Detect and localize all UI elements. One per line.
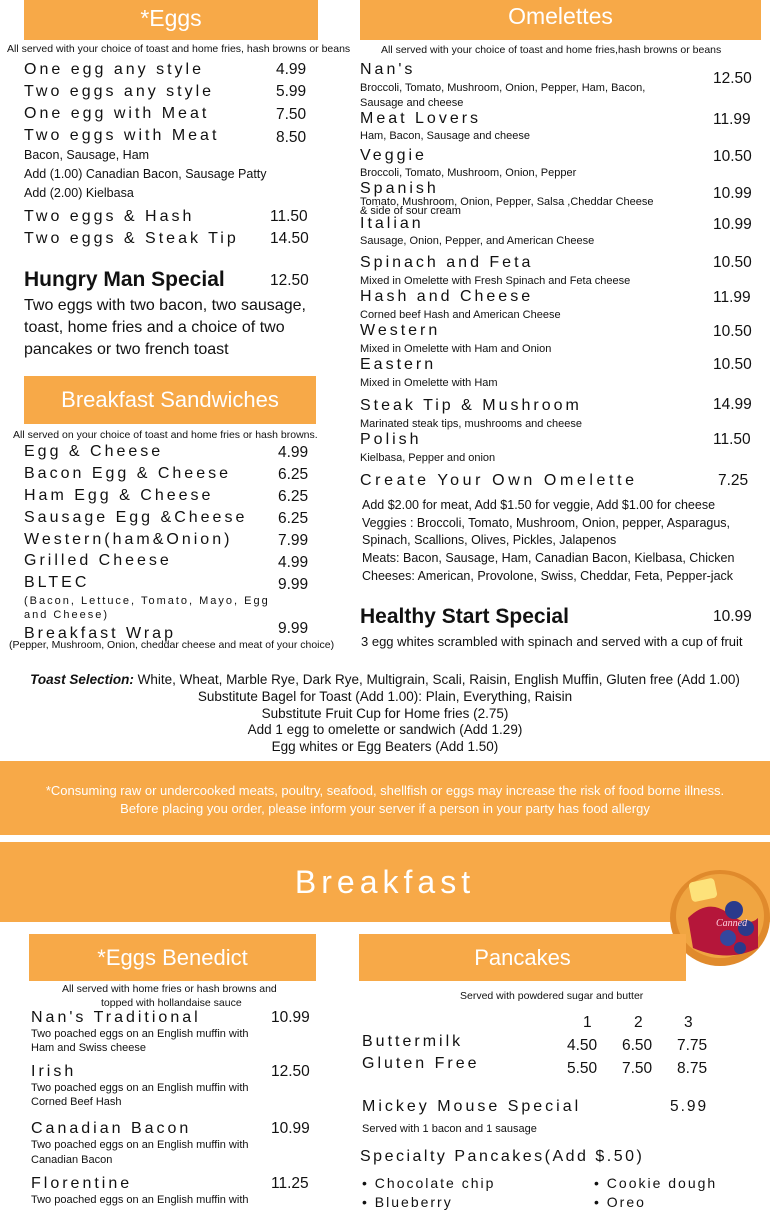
omelette-price-5: 10.99 — [713, 216, 752, 233]
breakfast-wrap-desc: (Pepper, Mushroom, Onion, cheddar cheese and meat of your choice) — [9, 639, 335, 651]
specialty-item-4-label: Oreo — [606, 1194, 646, 1210]
breakfast-banner — [0, 842, 770, 922]
benedict-desc-1b: Ham and Swiss cheese — [31, 1042, 146, 1054]
omelette-item-10: Steak Tip & Mushroom — [360, 397, 582, 414]
specialty-item-3-label: Cookie dough — [606, 1175, 718, 1191]
benedict-title: *Eggs Benedict — [97, 945, 248, 970]
hungry-man-description: Two eggs with two bacon, two sausage, toast, home fries and a choice of two pancakes or two french toast — [24, 297, 306, 358]
pancakes-header — [359, 934, 686, 981]
benedict-desc-2b: Corned Beef Hash — [31, 1096, 122, 1108]
create-own-omelette-name: Create Your Own Omelette — [360, 472, 638, 489]
eggs-header — [24, 0, 318, 40]
specialty-pancakes-title: Specialty Pancakes(Add $.50) — [360, 1148, 645, 1165]
eggs-subtitle: All served with your choice of toast and home fries, hash browns or beans — [7, 43, 351, 55]
pancake-row-2-price-3: 8.75 — [677, 1060, 708, 1077]
toast-selection-label: Toast Selection: — [30, 672, 134, 687]
omelette-desc-10: Marinated steak tips, mushrooms and cheese — [360, 418, 582, 430]
eggs-addon-1: Add (1.00) Canadian Bacon, Sausage Patty — [24, 167, 267, 181]
specialty-item-2 — [362, 1194, 453, 1210]
sandwich-price-3: 6.25 — [278, 488, 309, 505]
pancake-row-1-price-3: 7.75 — [677, 1037, 708, 1054]
omelette-price-8: 10.50 — [713, 323, 752, 340]
pancake-col-3: 3 — [684, 1014, 693, 1031]
pancake-row-2-name: Gluten Free — [362, 1055, 480, 1072]
hungry-man-price: 12.50 — [270, 272, 309, 289]
pancake-col-1: 1 — [583, 1014, 592, 1031]
omelette-item-5: Italian — [360, 215, 424, 232]
create-line-2: Veggies : Broccoli, Tomato, Mushroom, Onion, pepper, Asparagus, — [362, 516, 731, 530]
omelettes-title: Omelettes — [508, 3, 613, 29]
allergy-notice-line-1: *Consuming raw or undercooked meats, poultry, seafood, shellfish or eggs may increase the risk of food borne illness. — [45, 783, 725, 798]
omelette-price-4: 10.99 — [713, 185, 752, 202]
omelette-desc-4: Tomato, Mushroom, Onion, Pepper, Salsa ,Cheddar Cheese — [360, 196, 654, 208]
omelette-desc-2: Ham, Bacon, Sausage and cheese — [360, 130, 531, 142]
sandwich-price-6: 4.99 — [278, 554, 309, 571]
mickey-mouse-special-price: 5.99 — [670, 1098, 709, 1115]
omelette-item-3: Veggie — [360, 147, 427, 164]
toast-selection-options: White, Wheat, Marble Rye, Dark Rye, Multigrain, Scali, Raisin, English Muffin, Gluten free (Add 1.00) — [133, 672, 740, 687]
create-line-1: Add $2.00 for meat, Add $1.50 for veggie, Add $1.00 for cheese — [362, 498, 716, 512]
sandwiches-title: Breakfast Sandwiches — [61, 387, 279, 412]
eggs-item-5: Two eggs & Hash — [24, 208, 195, 225]
sandwich-price-5: 7.99 — [278, 532, 309, 549]
eggs-item-6: Two eggs & Steak Tip — [24, 230, 239, 247]
eggs-item-4: Two eggs with Meat — [24, 127, 220, 144]
healthy-start-price: 10.99 — [713, 608, 752, 625]
omelette-desc-4b: & side of sour cream — [360, 205, 461, 217]
specialty-item-4 — [594, 1194, 646, 1210]
benedict-item-3: Canadian Bacon — [31, 1120, 192, 1137]
create-line-5: Cheeses: American, Provolone, Swiss, Cheddar, Feta, Pepper-jack — [362, 569, 734, 583]
omelettes-header — [360, 0, 761, 40]
eggs-price-5: 11.50 — [270, 208, 308, 225]
sandwich-price-4: 6.25 — [278, 510, 309, 527]
blueberry-1 — [725, 901, 743, 919]
pancake-row-2-price-1: 5.50 — [567, 1060, 598, 1077]
omelette-desc-9: Mixed in Omelette with Ham — [360, 377, 498, 389]
bullet-icon: • — [594, 1175, 601, 1191]
pancake-row-1-price-1: 4.50 — [567, 1037, 598, 1054]
healthy-start-title: Healthy Start Special — [360, 605, 569, 628]
benedict-desc-4: Two poached eggs on an English muffin with — [31, 1194, 249, 1206]
sandwiches-subtitle: All served on your choice of toast and home fries or hash browns. — [13, 429, 318, 441]
omelette-desc-8: Mixed in Omelette with Ham and Onion — [360, 343, 552, 355]
omelette-price-2: 11.99 — [713, 111, 751, 128]
mickey-mouse-special-desc: Served with 1 bacon and 1 sausage — [362, 1123, 537, 1135]
benedict-desc-1: Two poached eggs on an English muffin with — [31, 1028, 249, 1040]
create-line-3: Spinach, Scallions, Olives, Pickles, Jalapenos — [362, 533, 617, 547]
eggs-price-3: 7.50 — [276, 106, 307, 123]
benedict-item-1: Nan's Traditional — [31, 1009, 201, 1026]
sandwich-item-2: Bacon Egg & Cheese — [24, 465, 231, 482]
sandwich-item-3: Ham Egg & Cheese — [24, 487, 214, 504]
omelette-item-9: Eastern — [360, 356, 437, 373]
sandwich-price-2: 6.25 — [278, 466, 309, 483]
benedict-desc-2: Two poached eggs on an English muffin with — [31, 1082, 249, 1094]
bullet-icon: • — [362, 1194, 369, 1210]
pancake-row-2-price-2: 7.50 — [622, 1060, 653, 1077]
pancake-col-2: 2 — [634, 1014, 643, 1031]
omelette-desc-5: Sausage, Onion, Pepper, and American Cheese — [360, 235, 595, 247]
omelette-price-10: 14.99 — [713, 396, 752, 413]
omelette-price-6: 10.50 — [713, 254, 752, 271]
healthy-start-description: 3 egg whites scrambled with spinach and served with a cup of fruit — [361, 634, 743, 649]
eggs-item-1: One egg any style — [24, 61, 204, 78]
sandwich-price-1: 4.99 — [278, 444, 309, 461]
specialty-item-2-label: Blueberry — [374, 1194, 453, 1210]
specialty-item-3 — [594, 1175, 717, 1191]
omelette-item-7: Hash and Cheese — [360, 288, 534, 305]
omelette-item-4: Spanish — [360, 180, 439, 197]
eggs-price-4: 8.50 — [276, 129, 307, 146]
pancake-row-1-price-2: 6.50 — [622, 1037, 653, 1054]
sandwich-item-1: Egg & Cheese — [24, 443, 164, 460]
omelette-price-9: 10.50 — [713, 356, 752, 373]
blueberry-4 — [734, 942, 746, 954]
sandwiches-header — [24, 376, 316, 424]
eggs-item-3: One egg with Meat — [24, 105, 210, 122]
pancake-row-1-name: Buttermilk — [362, 1033, 464, 1050]
hungry-man-title: Hungry Man Special — [24, 268, 225, 291]
omelette-price-3: 10.50 — [713, 148, 752, 165]
sandwich-item-6: Grilled Cheese — [24, 552, 172, 569]
sandwich-item-5: Western(ham&Onion) — [24, 531, 233, 548]
omelette-price-1: 12.50 — [713, 70, 752, 87]
breakfast-banner-title: Breakfast — [294, 864, 476, 900]
eggs-price-1: 4.99 — [276, 61, 307, 78]
bullet-icon: • — [594, 1194, 601, 1210]
bullet-icon: • — [362, 1175, 369, 1191]
eggs-item-2: Two eggs any style — [24, 83, 215, 100]
omelette-price-11: 11.50 — [713, 431, 751, 448]
specialty-item-1-label: Chocolate chip — [374, 1175, 496, 1191]
bltec-desc-2: and Cheese) — [24, 609, 109, 621]
omelette-item-11: Polish — [360, 431, 422, 448]
mickey-mouse-special-name: Mickey Mouse Special — [362, 1098, 582, 1115]
breakfast-wrap-name: Breakfast Wrap — [24, 625, 176, 642]
blueberry-3 — [720, 930, 736, 946]
omelette-desc-3: Broccoli, Tomato, Mushroom, Onion, Pepper — [360, 167, 577, 179]
benedict-desc-3: Two poached eggs on an English muffin with — [31, 1139, 249, 1151]
benedict-desc-3b: Canadian Bacon — [31, 1154, 113, 1166]
omelette-desc-7: Corned beef Hash and American Cheese — [360, 309, 561, 321]
benedict-price-1: 10.99 — [271, 1009, 310, 1026]
benedict-price-3: 10.99 — [271, 1120, 310, 1137]
omelette-item-2: Meat Lovers — [360, 110, 482, 127]
benedict-subtitle-2: topped with hollandaise sauce — [101, 997, 242, 1009]
omelette-desc-1: Broccoli, Tomato, Mushroom, Onion, Pepper, Ham, Bacon, — [360, 82, 646, 94]
allergy-notice-line-2: Before placing you order, please inform your server if a person in your party has food allergy — [120, 801, 650, 816]
toast-selection-line-4: Add 1 egg to omelette or sandwich (Add 1.29) — [247, 722, 523, 737]
omelette-price-7: 11.99 — [713, 289, 751, 306]
benedict-header — [29, 934, 316, 981]
omelette-desc-11: Kielbasa, Pepper and onion — [360, 452, 496, 464]
omelette-item-6: Spinach and Feta — [360, 254, 534, 271]
benedict-subtitle-1: All served with home fries or hash browns and — [62, 983, 277, 995]
sandwich-item-4: Sausage Egg &Cheese — [24, 509, 248, 526]
breakfast-wrap-price: 9.99 — [278, 620, 309, 637]
eggs-meat-note: Bacon, Sausage, Ham — [24, 148, 150, 162]
create-line-4: Meats: Bacon, Sausage, Ham, Canadian Bacon, Kielbasa, Chicken — [362, 551, 735, 565]
toast-selection-line-1 — [0, 672, 770, 687]
create-own-omelette-price: 7.25 — [718, 472, 749, 489]
benedict-item-2: Irish — [31, 1063, 77, 1080]
pancake-picture-caption: Canned — [716, 918, 748, 929]
bltec-desc-1: (Bacon, Lettuce, Tomato, Mayo, Egg — [24, 595, 270, 607]
eggs-price-2: 5.99 — [276, 83, 307, 100]
pancakes-title: Pancakes — [474, 945, 571, 970]
benedict-price-4: 11.25 — [271, 1175, 309, 1192]
benedict-item-4: Florentine — [31, 1175, 133, 1192]
sandwich-item-7: BLTEC — [24, 574, 90, 591]
omelette-item-8: Western — [360, 322, 441, 339]
toast-selection-line-2: Substitute Bagel for Toast (Add 1.00): Plain, Everything, Raisin — [197, 689, 573, 704]
benedict-price-2: 12.50 — [271, 1063, 310, 1080]
pancakes-subtitle: Served with powdered sugar and butter — [460, 990, 644, 1002]
allergy-notice — [0, 761, 770, 835]
toast-selection-line-3: Substitute Fruit Cup for Home fries (2.75) — [261, 706, 509, 721]
eggs-addon-2: Add (2.00) Kielbasa — [24, 186, 134, 200]
eggs-title: *Eggs — [140, 5, 202, 31]
omelettes-subtitle: All served with your choice of toast and home fries,hash browns or beans — [381, 44, 722, 56]
omelette-desc-6: Mixed in Omelette with Fresh Spinach and Feta cheese — [360, 275, 631, 287]
toast-selection-line-5: Egg whites or Egg Beaters (Add 1.50) — [271, 739, 499, 754]
sandwich-price-7: 9.99 — [278, 576, 309, 593]
specialty-item-1 — [362, 1175, 495, 1191]
omelette-item-1: Nan's — [360, 61, 416, 78]
omelette-desc-1b: Sausage and cheese — [360, 97, 464, 109]
eggs-price-6: 14.50 — [270, 230, 309, 247]
